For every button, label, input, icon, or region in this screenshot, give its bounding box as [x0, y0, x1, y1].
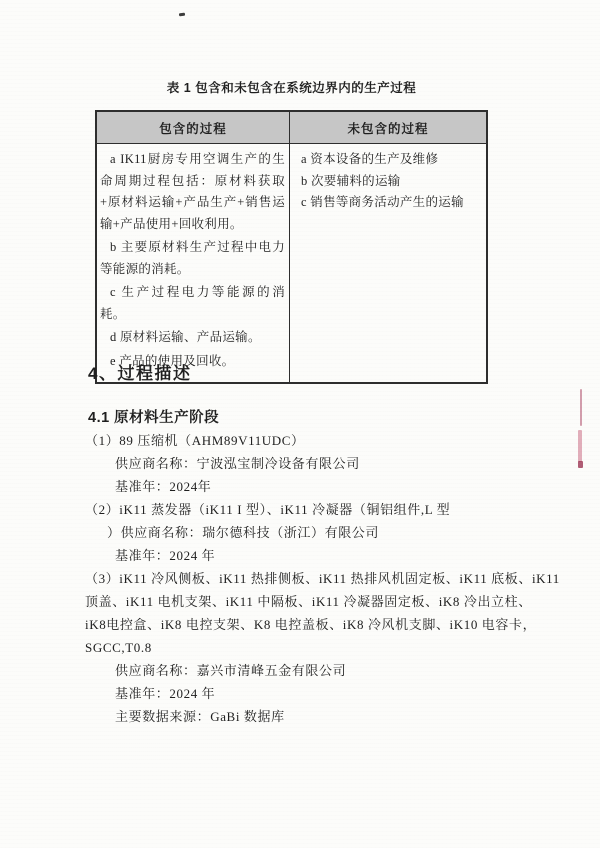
scan-mark-red	[578, 430, 582, 462]
process-boundary-table	[95, 110, 488, 384]
body-line: 顶盖、iK11 电机支架、iK11 中隔板、iK11 冷凝器固定板、iK8 冷出立柱、	[85, 594, 532, 609]
body-line: （1）89 压缩机（AHM89V11UDC）	[85, 433, 305, 448]
scan-speck	[179, 13, 185, 17]
excluded-processes-header: 未包含的过程	[347, 122, 429, 136]
excluded-item: a 资本设备的生产及维修	[301, 152, 439, 166]
subsection-heading: 4.1 原材料生产阶段	[88, 410, 220, 426]
body-line: iK8电控盒、iK8 电控支架、K8 电控盖板、iK8 冷风机支脚、iK10 电容卡，	[85, 617, 537, 632]
excluded-item: c 销售等商务活动产生的运输	[301, 195, 464, 209]
included-item: b 主要原材料生产过程中电力等能源的消耗。	[100, 240, 285, 276]
table-header-row	[97, 112, 486, 144]
body-line: （3）iK11 冷风侧板、iK11 热排侧板、iK11 热排风机固定板、iK11 底板、iK11	[85, 571, 560, 586]
table-caption: 表 1 包含和未包含在系统边界内的生产过程	[166, 81, 417, 95]
scan-mark-red	[580, 389, 582, 426]
included-item: a IK11厨房专用空调生产的生命周期过程包括：原材料获取+原材料运输+产品生产+销售运输+产品使用+回收利用。	[100, 152, 285, 231]
body-line: （2）iK11 蒸发器（iK11 I 型）、iK11 冷凝器（铜铝组件,L 型	[85, 502, 451, 517]
excluded-processes-cell	[290, 144, 486, 382]
included-processes-cell	[97, 144, 290, 382]
body-line: ）供应商名称：瑞尔德科技（浙江）有限公司	[107, 525, 380, 540]
included-processes-header: 包含的过程	[97, 112, 290, 143]
body-line: 主要数据来源：GaBi 数据库	[115, 709, 285, 724]
excluded-item: b 次要辅料的运输	[301, 173, 401, 188]
body-line: 供应商名称：嘉兴市清峰五金有限公司	[115, 663, 347, 678]
included-item: e 产品的使用及回收。	[110, 353, 235, 368]
included-item: c 生产过程电力等能源的消耗。	[100, 285, 285, 321]
body-line: 基准年：2024 年	[115, 548, 216, 563]
body-line: 基准年：2024 年	[115, 686, 216, 701]
section-heading: 4、过程描述	[88, 364, 192, 383]
body-line: SGCC,T0.8	[85, 640, 152, 655]
table-body-row	[97, 144, 486, 382]
scan-mark-red	[578, 461, 583, 468]
body-line: 基准年：2024年	[115, 479, 212, 494]
body-line: 供应商名称：宁波泓宝制冷设备有限公司	[115, 456, 360, 471]
body-text-block	[85, 429, 560, 728]
included-item: d 原材料运输、产品运输。	[110, 330, 261, 344]
